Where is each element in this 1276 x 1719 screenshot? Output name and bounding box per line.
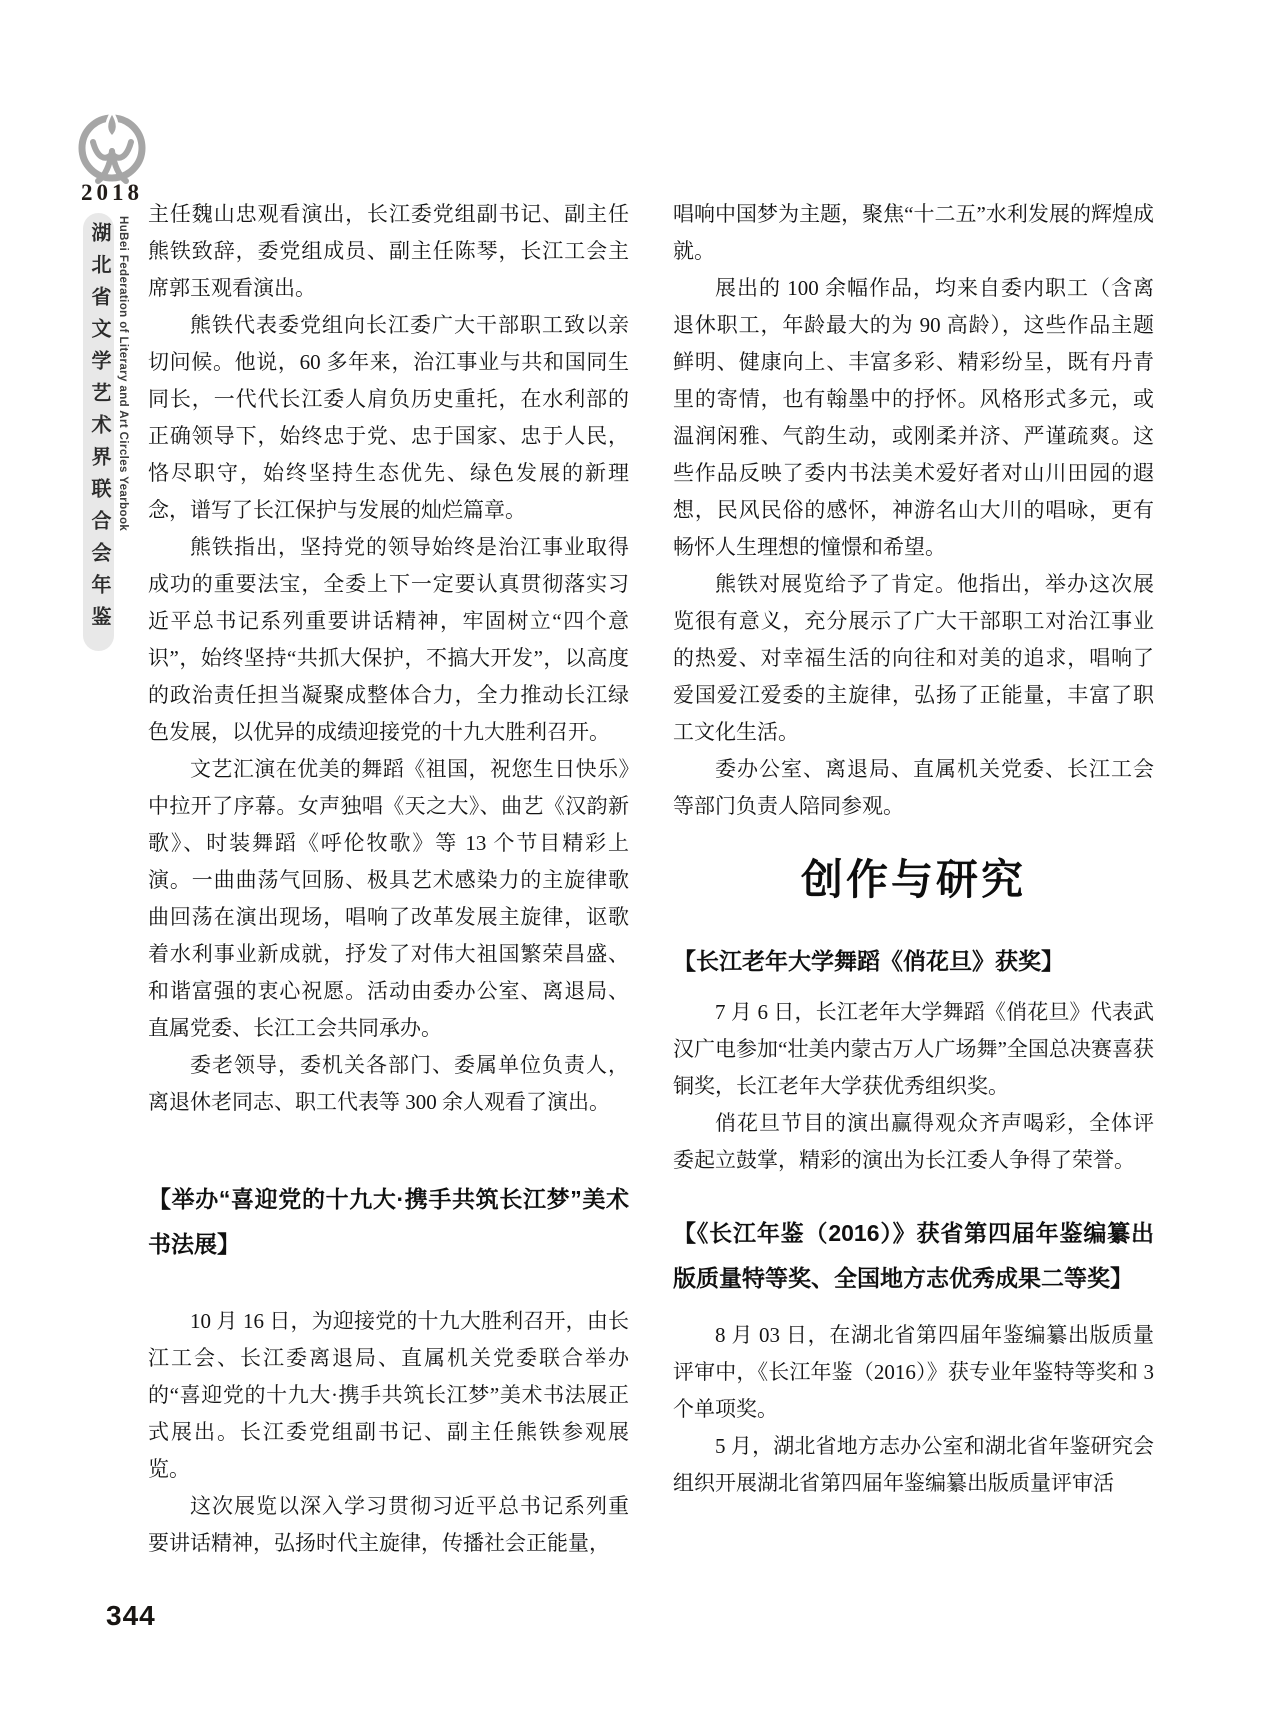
body-paragraph: 委老领导，委机关各部门、委属单位负责人，离退休老同志、职工代表等 300 余人观看了演出。 (148, 1053, 629, 1114)
body-paragraph: 展出的 100 余幅作品，均来自委内职工（含离退休职工，年龄最大的为 90 高龄），这些作品主题鲜明、健康向上、丰富多彩、精彩纷呈，既有丹青里的寄情，也有翰墨中的抒怀。风格形式多元，或温润闲雅、气韵生动，或刚柔并济、严谨疏爽。这些作品反映了委内书法美术爱好者对山川田园的遐想，民风民俗的感怀，神游名山大川的唱咏，更有畅怀人生理想的憧憬和希望。 (673, 276, 1154, 559)
entry-heading-dance-award: 【长江老年大学舞蹈《俏花旦》获奖】 (673, 948, 1064, 974)
body-paragraph: 文艺汇演在优美的舞蹈《祖国，祝您生日快乐》中拉开了序幕。女声独唱《天之大》、曲艺《汉韵新歌》、时装舞蹈《呼伦牧歌》等 13 个节目精彩上演。一曲曲荡气回肠、极具艺术感染力的主旋律歌曲回荡在演出现场，唱响了改革发展主旋律，讴歌着水利事业新成就，抒发了对伟大祖国繁荣昌盛、和谐富强的衷心祝愿。活动由委办公室、离退局、直属党委、长江工会共同承办。 (148, 757, 629, 1040)
right-column (673, 196, 1154, 1502)
body-paragraph: 熊铁对展览给予了肯定。他指出，举办这次展览很有意义，充分展示了广大干部职工对治江事业的热爱、对幸福生活的向往和对美的追求，唱响了爱国爱江爱委的主旋律，弘扬了正能量，丰富了职工文化生活。 (673, 572, 1154, 744)
entry-heading-art-exhibition: 【举办“喜迎党的十九大·携手共筑长江梦”美术书法展】 (148, 1186, 629, 1257)
body-paragraph: 8 月 03 日，在湖北省第四届年鉴编纂出版质量评审中，《长江年鉴（2016）》获专业年鉴特等奖和 3 个单项奖。 (673, 1323, 1154, 1421)
logo-year: 2018 (81, 180, 143, 205)
body-paragraph: 唱响中国梦为主题，聚焦“十二五”水利发展的辉煌成就。 (673, 202, 1154, 263)
section-title-creation-and-research: 创作与研究 (800, 856, 1026, 903)
page-number: 344 (106, 1600, 156, 1631)
body-paragraph: 7 月 6 日，长江老年大学舞蹈《俏花旦》代表武汉广电参加“壮美内蒙古万人广场舞”全国总决赛喜获铜奖，长江老年大学获优秀组织奖。 (673, 1000, 1154, 1098)
entry-heading-yearbook-award: 【《长江年鉴（2016）》获省第四届年鉴编纂出版质量特等奖、全国地方志优秀成果二等奖】 (673, 1220, 1154, 1291)
body-paragraph: 俏花旦节目的演出赢得观众齐声喝彩，全体评委起立鼓掌，精彩的演出为长江委人争得了荣誉。 (673, 1111, 1154, 1172)
body-paragraph: 熊铁代表委党组向长江委广大干部职工致以亲切问候。他说，60 多年来，治江事业与共和国同生同长，一代代长江委人肩负历史重托，在水利部的正确领导下，始终忠于党、忠于国家、忠于人民，恪尽职守，始终坚持生态优先、绿色发展的新理念，谱写了长江保护与发展的灿烂篇章。 (148, 313, 629, 522)
body-paragraph: 主任魏山忠观看演出，长江委党组副书记、副主任熊铁致辞，委党组成员、副主任陈琴，长江工会主席郭玉观看演出。 (148, 202, 629, 300)
body-paragraph: 5 月，湖北省地方志办公室和湖北省年鉴研究会组织开展湖北省第四届年鉴编纂出版质量评审活 (673, 1434, 1154, 1495)
left-column (148, 196, 629, 1562)
body-paragraph: 这次展览以深入学习贯彻习近平总书记系列重要讲话精神，弘扬时代主旋律，传播社会正能量， (148, 1494, 629, 1555)
sidebar-title-chinese: 湖北省文学艺术界联合会年鉴 (83, 213, 114, 651)
body-paragraph: 委办公室、离退局、直属机关党委、长江工会等部门负责人陪同参观。 (673, 757, 1154, 818)
body-paragraph: 熊铁指出，坚持党的领导始终是治江事业取得成功的重要法宝，全委上下一定要认真贯彻落实习近平总书记系列重要讲话精神，牢固树立“四个意识”，始终坚持“共抓大保护，不搞大开发”，以高度的政治责任担当凝聚成整体合力，全力推动长江绿色发展，以优异的成绩迎接党的十九大胜利召开。 (148, 535, 629, 744)
body-paragraph: 10 月 16 日，为迎接党的十九大胜利召开，由长江工会、长江委离退局、直属机关党委联合举办的“喜迎党的十九大·携手共筑长江梦”美术书法展正式展出。长江委党组副书记、副主任熊铁参观展览。 (148, 1309, 629, 1481)
sidebar-title-english: HuBei Federation of Literary and Art Circles Yearbook (117, 216, 129, 532)
federation-logo-icon (76, 106, 148, 186)
